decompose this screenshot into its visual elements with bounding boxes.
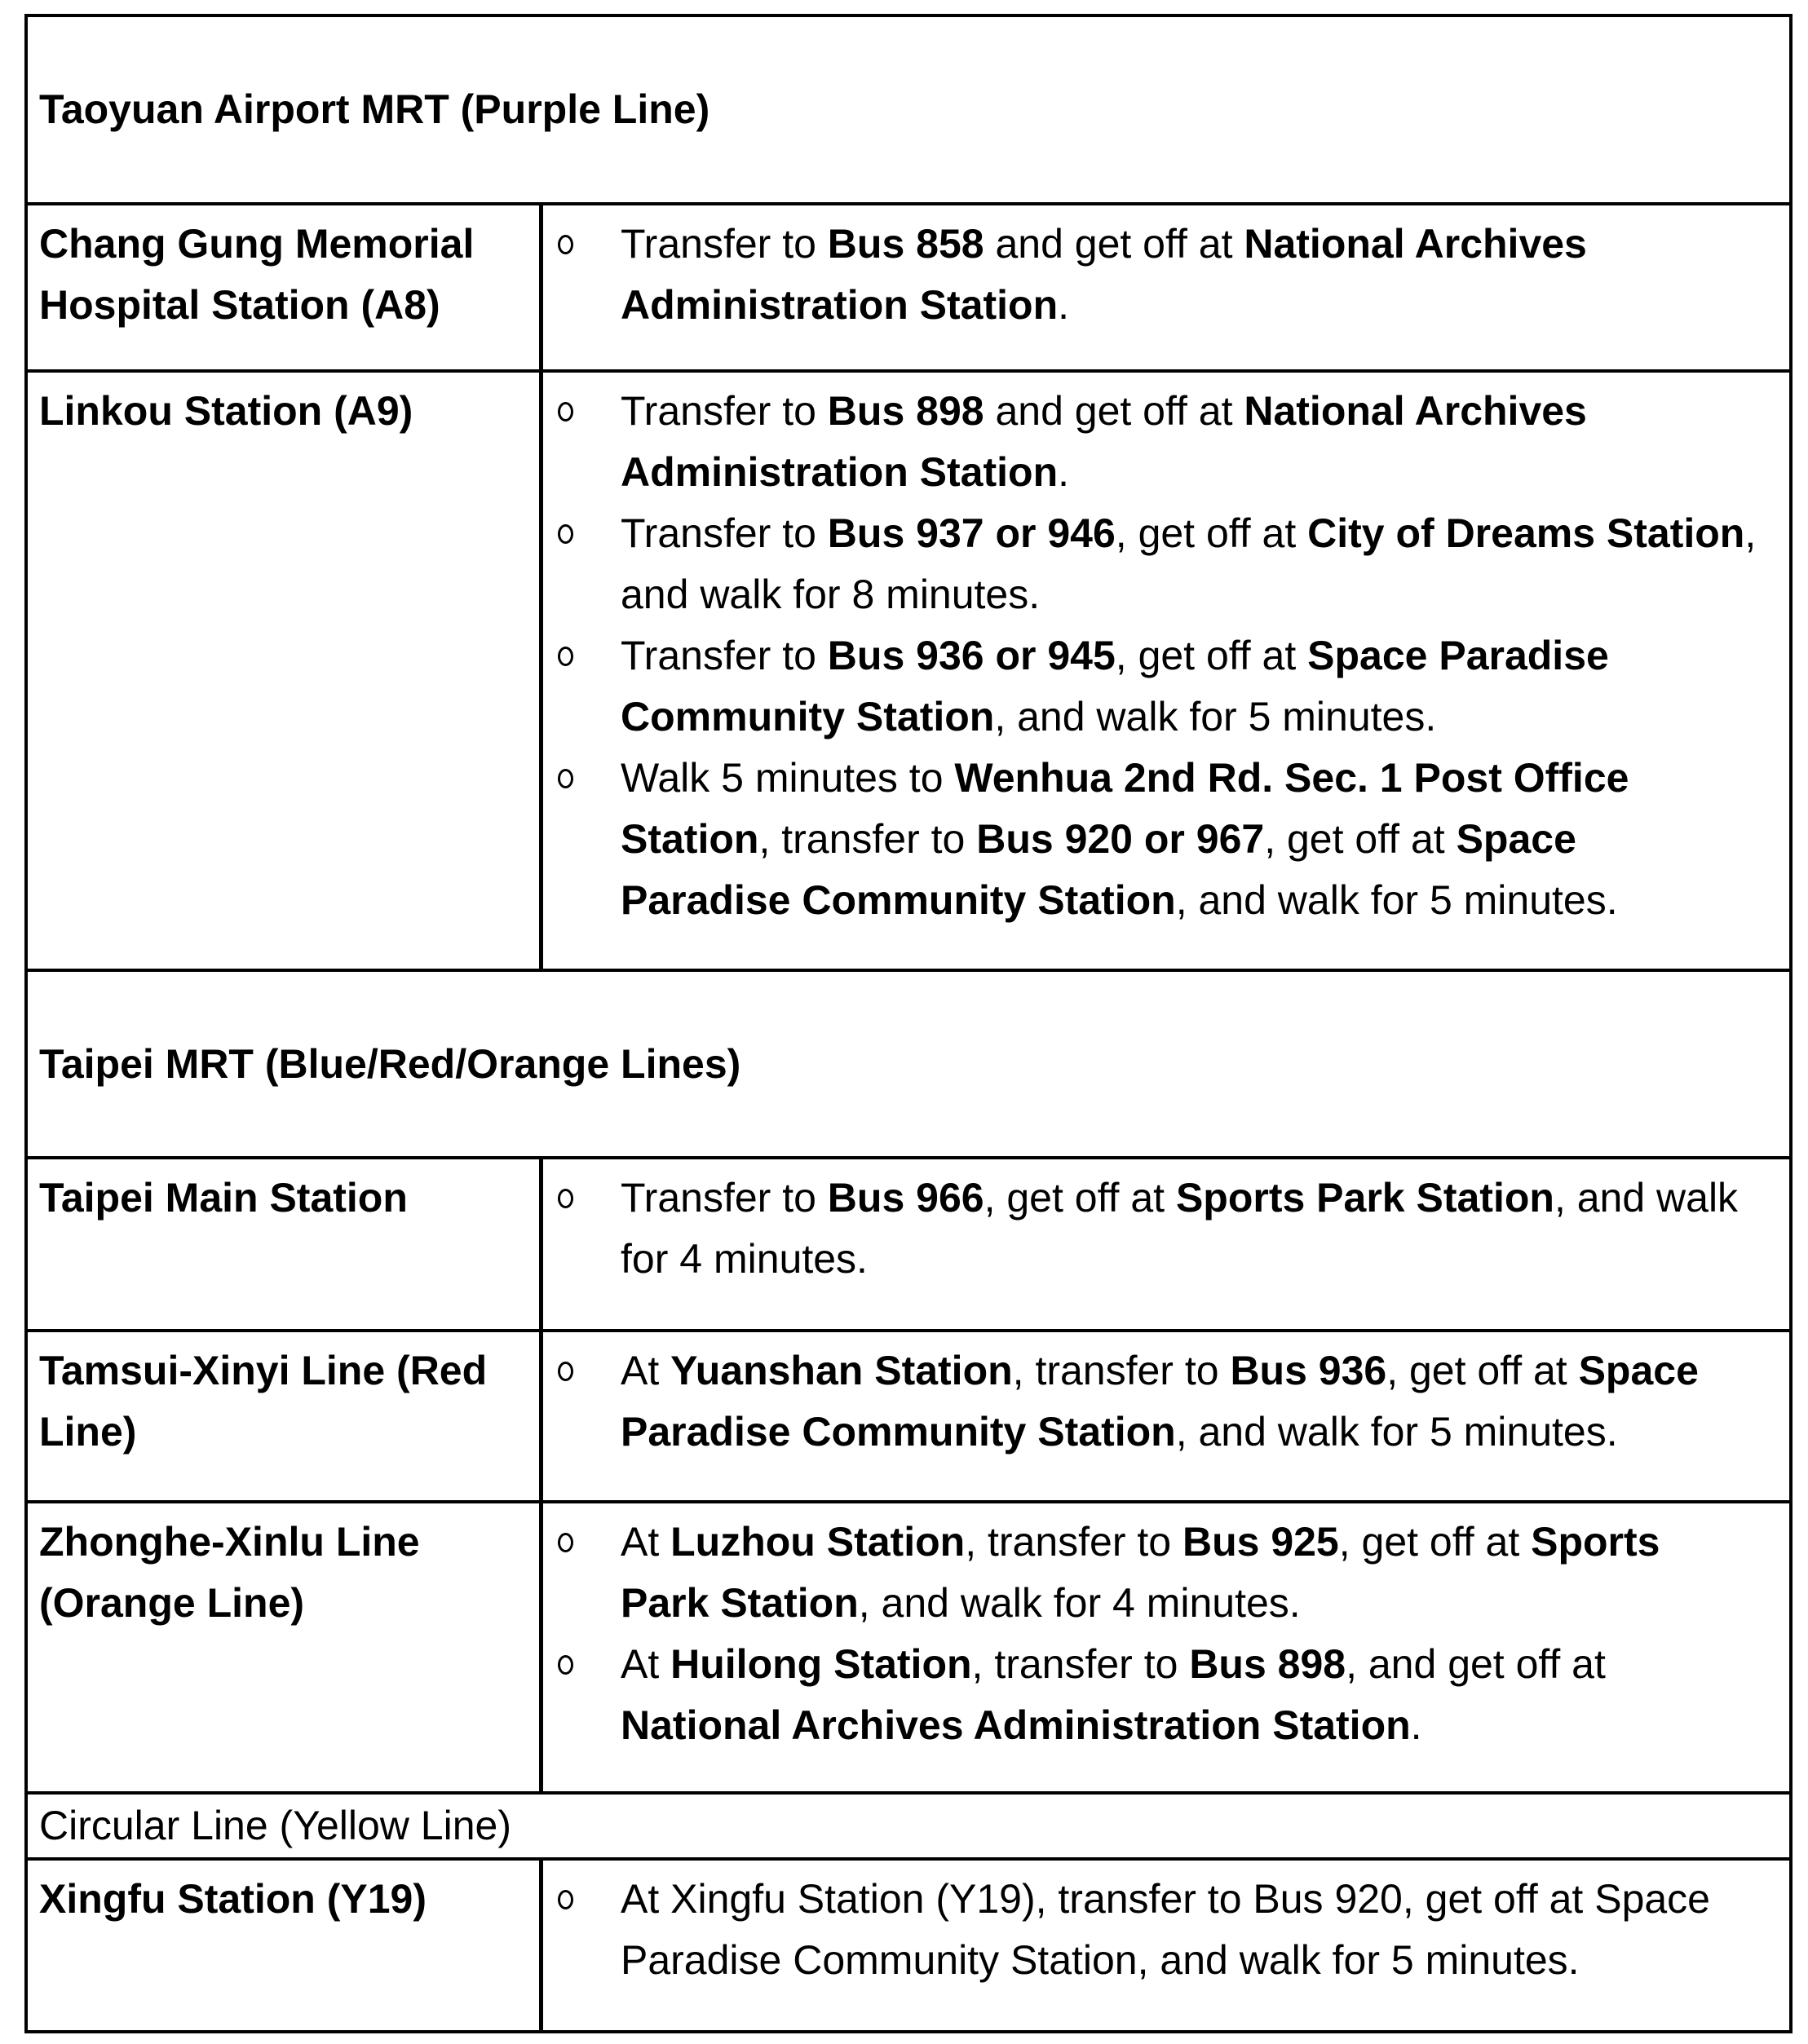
table-row-taipei-main-station-row — [28, 1156, 1789, 1329]
text-run-bold: Taipei MRT (Blue/Red/Orange Lines) — [39, 1040, 741, 1087]
directions-list — [543, 1869, 1789, 1991]
direction-item — [543, 1869, 1789, 1991]
text-run-bold: Zhonghe-Xinlu Line (Orange Line) — [39, 1519, 420, 1626]
circle-bullet-icon — [558, 524, 573, 544]
directions-list — [543, 1340, 1789, 1463]
text-run-bold: Space Paradise Community Station — [621, 633, 1609, 739]
text-run-bold: Bus 925 — [1182, 1519, 1339, 1565]
text-run: , transfer to — [971, 1641, 1190, 1687]
table-row-xingfu-station-row — [28, 1857, 1789, 2030]
transit-table — [24, 14, 1793, 2033]
text-run: Transfer to — [621, 510, 828, 556]
text-run-bold: National Archives Administration Station — [621, 221, 1587, 328]
circle-bullet-icon — [558, 1655, 573, 1675]
direction-item — [543, 1168, 1789, 1290]
direction-item — [543, 1340, 1789, 1463]
text-run: , and walk for 5 minutes. — [1175, 877, 1618, 923]
directions-cell — [543, 205, 1789, 369]
text-run-bold: City of Dreams Station — [1307, 510, 1745, 556]
direction-text — [621, 1175, 1738, 1282]
circle-bullet-icon — [558, 769, 573, 788]
text-run: Transfer to — [621, 221, 828, 267]
circle-bullet-icon — [558, 1189, 573, 1208]
direction-item — [543, 625, 1789, 748]
table-row-circular-line-header — [28, 1791, 1789, 1857]
text-run: At — [621, 1641, 671, 1687]
directions-list — [543, 381, 1789, 931]
table-row-taipei-mrt-header — [28, 969, 1789, 1156]
direction-text — [621, 510, 1756, 617]
text-run-bold: Bus 937 or 946 — [827, 510, 1116, 556]
table-row-taoyuan-airport-mrt-header — [28, 17, 1789, 202]
text-run: , and get off at — [1346, 1641, 1606, 1687]
directions-cell — [543, 1332, 1789, 1500]
text-run-bold: Bus 936 — [1230, 1348, 1387, 1393]
text-run-bold: Sports Park Station — [1175, 1175, 1554, 1221]
text-run-bold: Taoyuan Airport MRT (Purple Line) — [39, 86, 710, 132]
station-cell — [28, 1861, 543, 2030]
text-run: At — [621, 1348, 671, 1393]
text-run: , transfer to — [758, 816, 977, 862]
text-run: . — [1058, 449, 1070, 495]
station-cell — [28, 1503, 543, 1791]
text-run: , get off at — [1115, 633, 1308, 678]
direction-item — [543, 748, 1789, 931]
text-run-bold: Sports Park Station — [621, 1519, 1660, 1626]
text-run-bold: Bus 936 or 945 — [827, 633, 1116, 678]
circle-bullet-icon — [558, 647, 573, 666]
direction-text — [621, 221, 1587, 328]
text-run-bold: Wenhua 2nd Rd. Sec. 1 Post Office Station — [621, 755, 1629, 862]
text-run: . — [1410, 1702, 1422, 1748]
text-run-bold: Tamsui-Xinyi Line (Red Line) — [39, 1348, 488, 1455]
text-run: Transfer to — [621, 1175, 828, 1221]
text-run-bold: Space Paradise Community Station — [621, 816, 1576, 923]
text-run-bold: Linkou Station (A9) — [39, 388, 413, 434]
text-run-bold: Bus 966 — [827, 1175, 984, 1221]
text-run: Walk 5 minutes to — [621, 755, 955, 801]
text-run-bold: Bus 898 — [827, 388, 984, 434]
directions-cell — [543, 1861, 1789, 2030]
section-title — [28, 79, 709, 140]
directions-list — [543, 1512, 1789, 1756]
text-run: , and walk for 4 minutes. — [858, 1580, 1301, 1626]
text-run: , get off at — [1386, 1348, 1579, 1393]
direction-item — [543, 503, 1789, 625]
station-cell — [28, 373, 543, 969]
circle-bullet-icon — [558, 1362, 573, 1381]
section-title — [28, 1795, 511, 1856]
text-run: . — [1058, 282, 1070, 328]
directions-list — [543, 214, 1789, 336]
direction-text — [621, 1641, 1606, 1748]
text-run: , and walk for 8 minutes. — [621, 510, 1757, 617]
station-cell — [28, 205, 543, 369]
text-run-bold: Xingfu Station (Y19) — [39, 1876, 427, 1922]
direction-item — [543, 1512, 1789, 1634]
text-run: Circular Line (Yellow Line) — [39, 1803, 511, 1848]
text-run-bold: Bus 898 — [1189, 1641, 1346, 1687]
text-run-bold: Space Paradise Community Station — [621, 1348, 1699, 1455]
directions-cell — [543, 373, 1789, 969]
text-run: , and walk for 4 minutes. — [621, 1175, 1739, 1282]
text-run: At — [621, 1519, 671, 1565]
text-run-bold: Taipei Main Station — [39, 1175, 408, 1221]
circle-bullet-icon — [558, 402, 573, 422]
direction-text — [621, 1348, 1699, 1455]
direction-item — [543, 1634, 1789, 1756]
text-run: , transfer to — [965, 1519, 1182, 1565]
text-run: , and walk for 5 minutes. — [1175, 1409, 1618, 1455]
text-run-bold: Bus 920 or 967 — [976, 816, 1265, 862]
circle-bullet-icon — [558, 235, 573, 254]
table-row-linkou-row — [28, 369, 1789, 969]
text-run: At Xingfu Station (Y19), transfer to Bus 920, get off at Space Paradise Community Station, and walk for 5 minutes. — [621, 1876, 1710, 1983]
direction-text — [621, 1876, 1710, 1983]
direction-item — [543, 381, 1789, 503]
directions-cell — [543, 1159, 1789, 1329]
text-run: , get off at — [1264, 816, 1457, 862]
text-run-bold: National Archives Administration Station — [621, 1702, 1411, 1748]
text-run: , transfer to — [1012, 1348, 1231, 1393]
text-run: , get off at — [984, 1175, 1176, 1221]
directions-cell — [543, 1503, 1789, 1791]
direction-text — [621, 755, 1629, 923]
direction-text — [621, 633, 1609, 739]
text-run-bold: National Archives Administration Station — [621, 388, 1587, 495]
text-run-bold: Bus 858 — [827, 221, 984, 267]
direction-text — [621, 1519, 1660, 1626]
direction-item — [543, 214, 1789, 336]
directions-list — [543, 1168, 1789, 1290]
table-row-chang-gung-row — [28, 202, 1789, 369]
text-run: , and walk for 5 minutes. — [994, 694, 1437, 739]
text-run: , get off at — [1338, 1519, 1532, 1565]
text-run-bold: Luzhou Station — [670, 1519, 966, 1565]
direction-text — [621, 388, 1587, 495]
station-cell — [28, 1332, 543, 1500]
table-row-zhonghe-xinlu-row — [28, 1500, 1789, 1791]
text-run-bold: Huilong Station — [670, 1641, 972, 1687]
text-run: , get off at — [1115, 510, 1308, 556]
section-title — [28, 1034, 740, 1095]
circle-bullet-icon — [558, 1533, 573, 1552]
text-run: Transfer to — [621, 388, 828, 434]
text-run: and get off at — [984, 388, 1244, 434]
text-run-bold: Chang Gung Memorial Hospital Station (A8) — [39, 221, 475, 328]
table-row-tamsui-xinyi-row — [28, 1329, 1789, 1500]
text-run: and get off at — [984, 221, 1244, 267]
station-cell — [28, 1159, 543, 1329]
text-run-bold: Yuanshan Station — [670, 1348, 1013, 1393]
text-run: Transfer to — [621, 633, 828, 678]
circle-bullet-icon — [558, 1890, 573, 1909]
